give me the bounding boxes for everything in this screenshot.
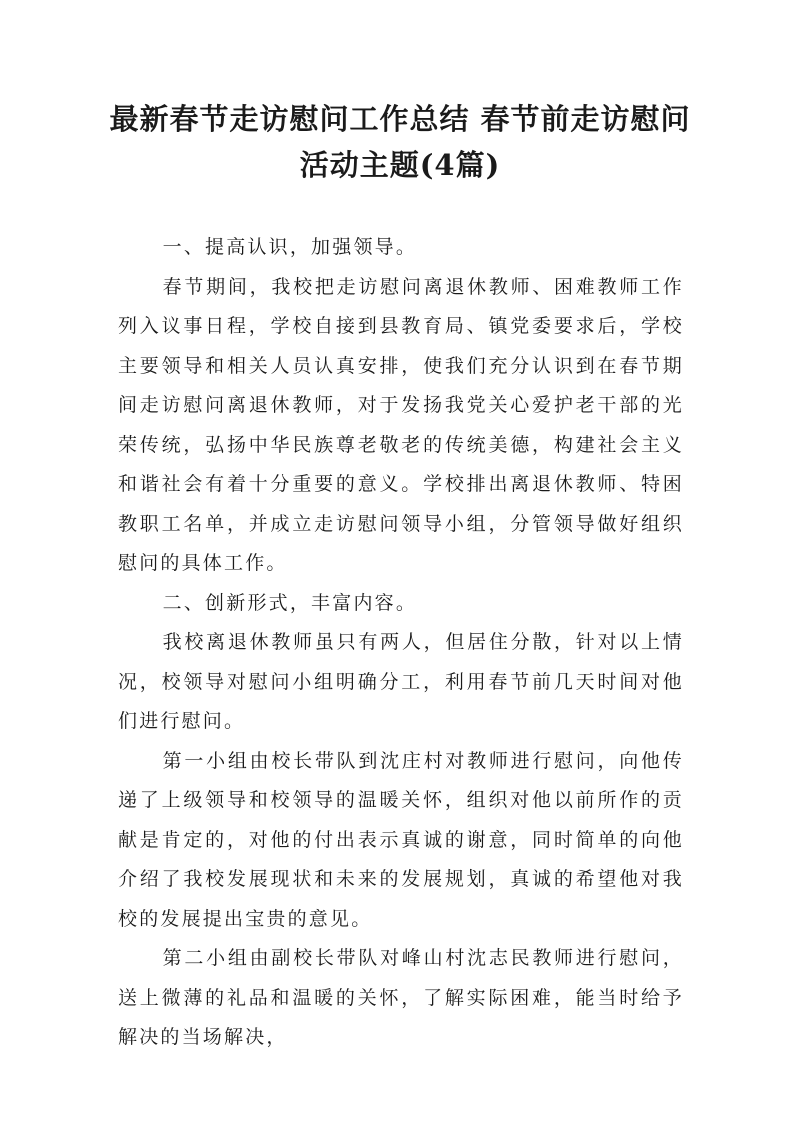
paragraph: 春节期间，我校把走访慰问离退休教师、困难教师工作列入议事日程，学校自接到县教育局、镇党委要求后，学校主要领导和相关人员认真安排，使我们充分认识到在春节期间走访慰问离退休教师，对于发扬我党关心爱护老干部的光荣传统，弘扬中华民族尊老敬老的传统美德，构建社会主义和谐社会有着十分重要的意义。学校排出离退休教师、特困教职工名单，并成立走访慰问领导小组，分管领导做好组织慰问的具体工作。: [118, 275, 684, 574]
paragraph: 我校离退休教师虽只有两人，但居住分散，针对以上情况，校领导对慰问小组明确分工，利用春节前几天时间对他们进行慰问。: [118, 631, 684, 732]
paragraph: 第一小组由校长带队到沈庄村对教师进行慰问，向他传递了上级领导和校领导的温暖关怀，组织对他以前所作的贡献是肯定的，对他的付出表示真诚的谢意，同时简单的向他介绍了我校发展现状和未来的发展规划，真诚的希望他对我校的发展提出宝贵的意见。: [118, 749, 684, 930]
document-body: [118, 228, 684, 1058]
section-heading-2: 二、创新形式，丰富内容。: [162, 591, 418, 614]
paragraph: 第二小组由副校长带队对峰山村沈志民教师进行慰问，送上微薄的礼品和温暖的关怀，了解实际困难，能当时给予解决的当场解决，: [118, 947, 684, 1048]
section-heading-1: 一、提高认识，加强领导。: [162, 236, 418, 258]
document-title: 最新春节走访慰问工作总结 春节前走访慰问活动主题(4篇): [109, 102, 691, 182]
